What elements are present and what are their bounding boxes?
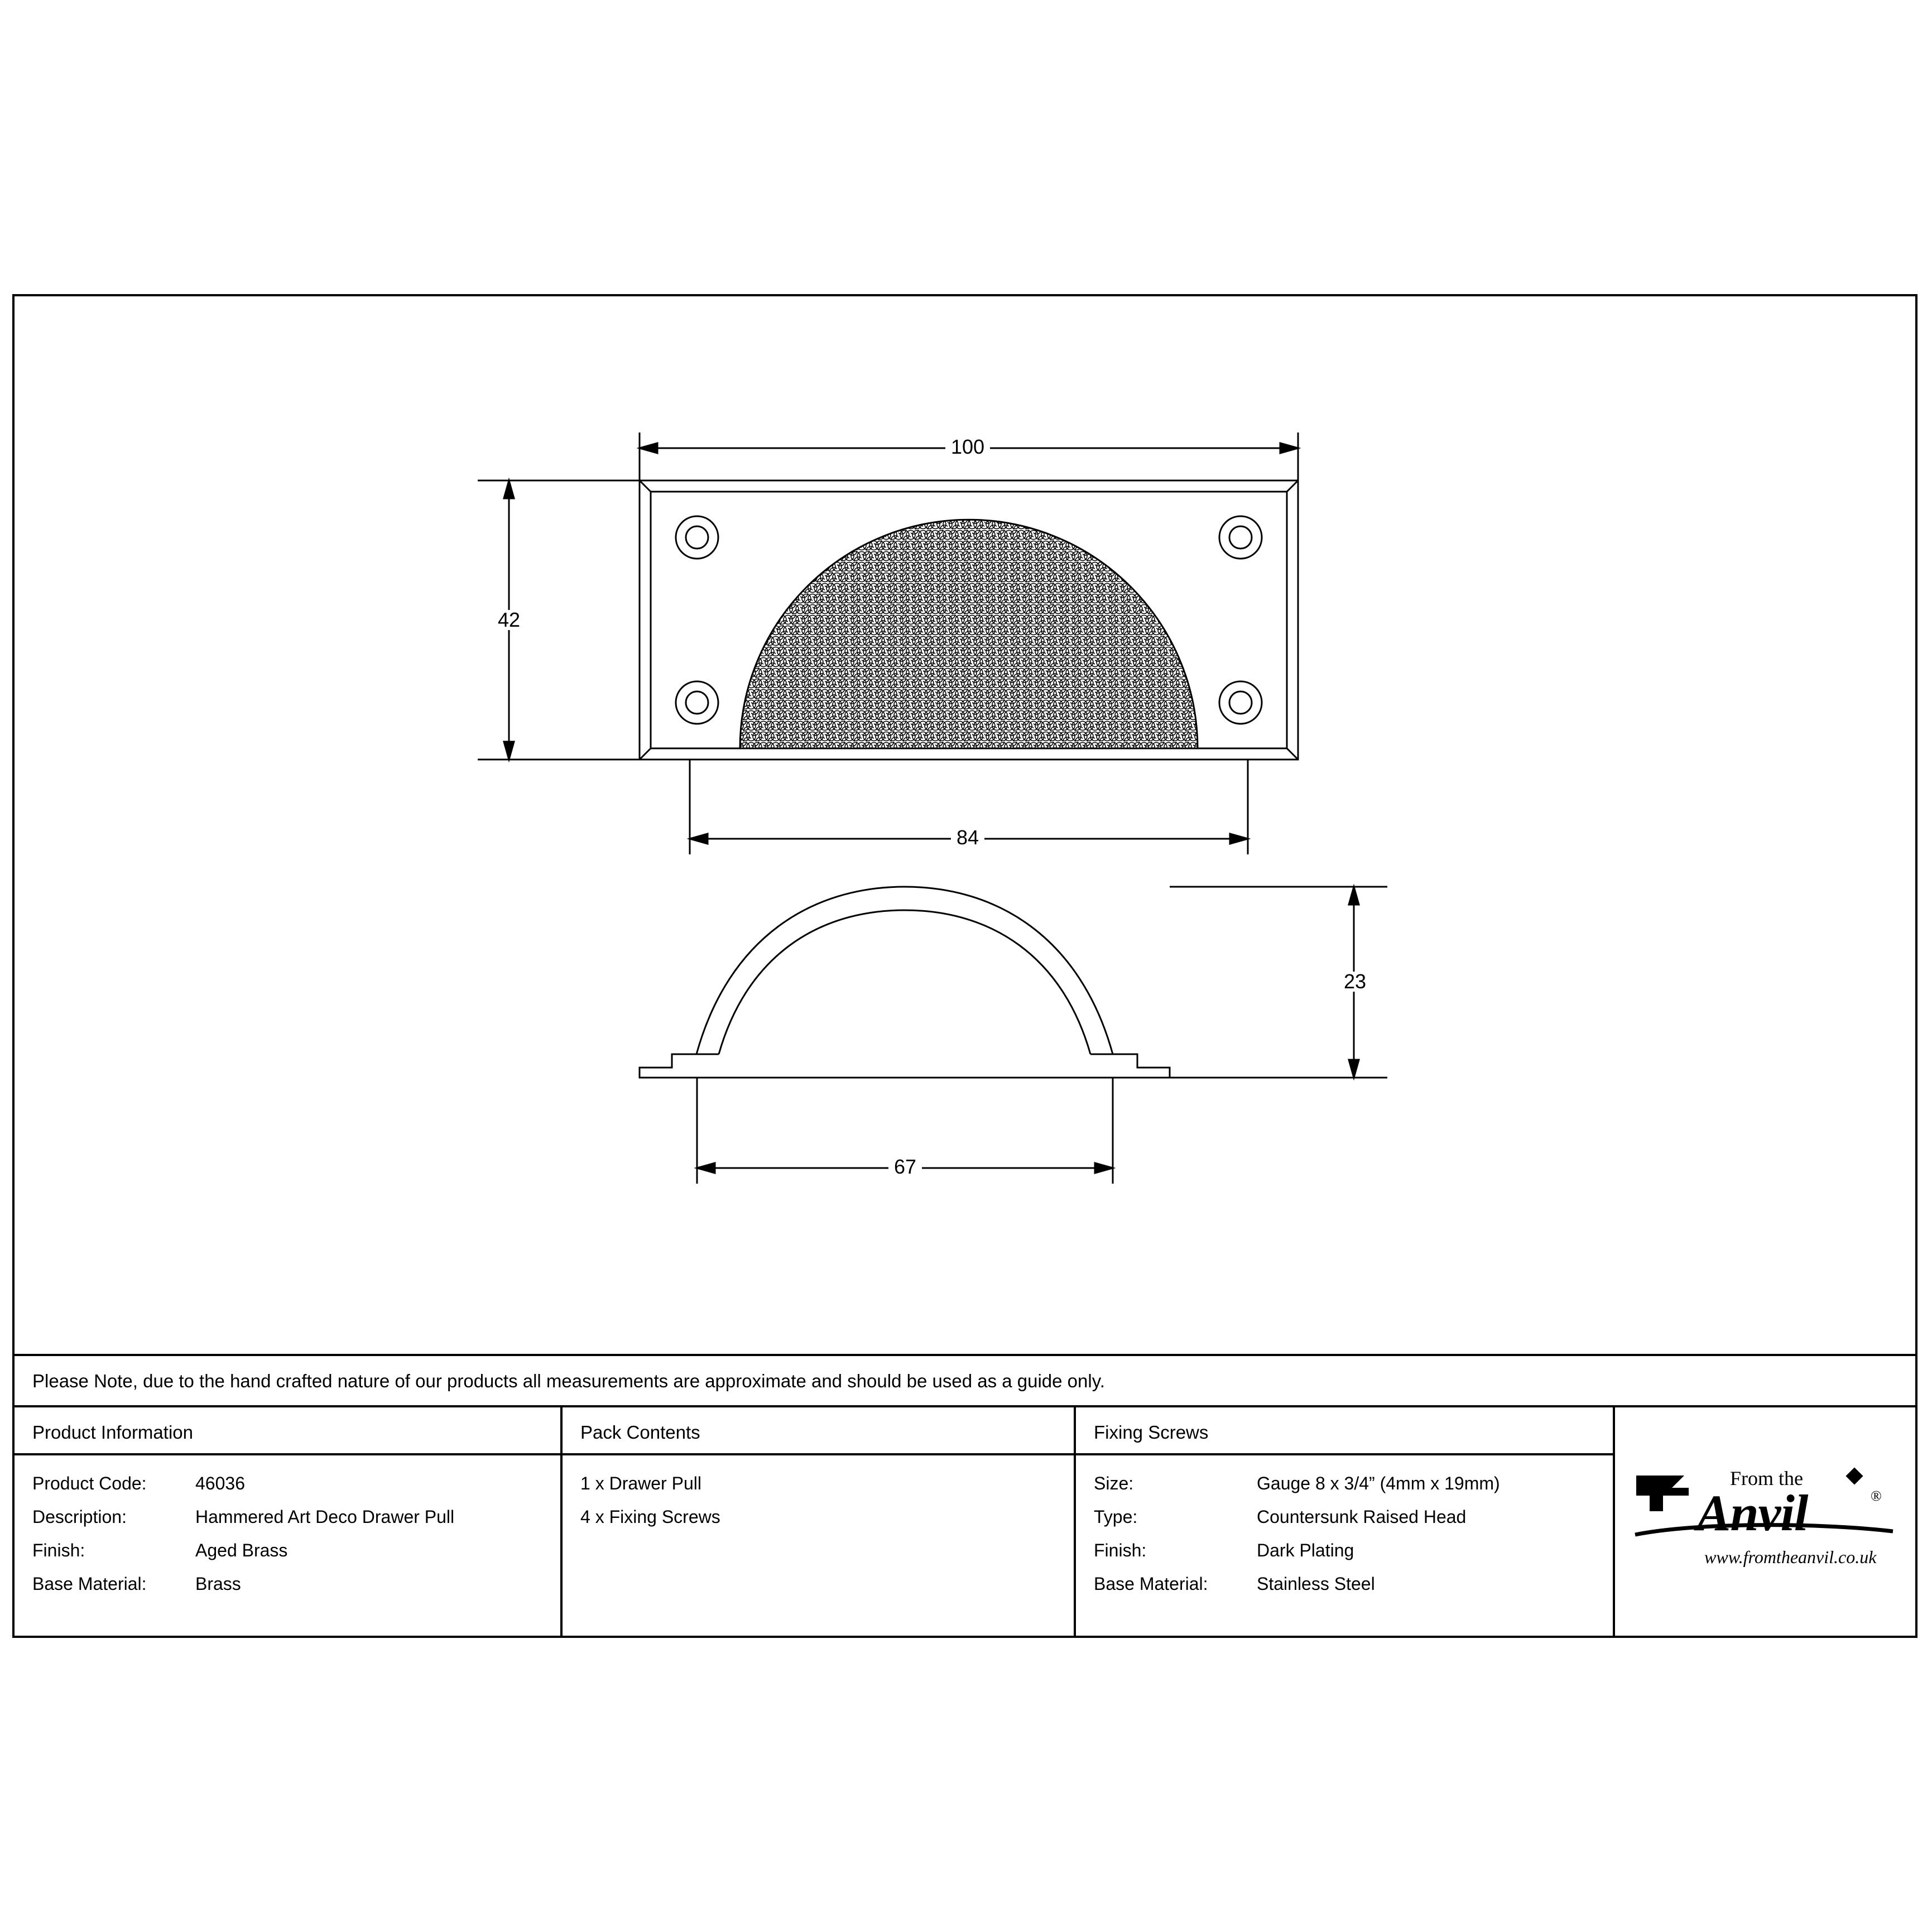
logo-line-2: Anvil <box>1696 1484 1808 1541</box>
base-material-value: Brass <box>195 1574 241 1594</box>
dimension-label-hammered-width: 84 <box>951 828 984 848</box>
drawing-sheet <box>12 294 1917 1638</box>
dimension-label-projection: 23 <box>1338 972 1372 992</box>
brand-logo-column <box>1613 1407 1915 1638</box>
description-label: Description: <box>32 1507 127 1527</box>
pack-contents-line-1: 1 x Drawer Pull <box>580 1473 701 1493</box>
dimension-label-fixing-centres: 67 <box>888 1157 922 1177</box>
fixing-screws-column <box>1074 1407 1613 1638</box>
fixing-screws-header: Fixing Screws <box>1094 1422 1209 1443</box>
hammered-texture <box>734 514 1203 754</box>
from-the-anvil-logo <box>1631 1463 1899 1586</box>
screw-type-value: Countersunk Raised Head <box>1257 1507 1467 1527</box>
finish-label: Finish: <box>32 1540 85 1560</box>
screw-base-material-label: Base Material: <box>1094 1574 1208 1594</box>
measurement-note-row <box>15 1354 1915 1405</box>
pack-contents-header: Pack Contents <box>580 1422 700 1443</box>
screw-base-material-value: Stainless Steel <box>1257 1574 1375 1594</box>
information-table <box>15 1405 1915 1638</box>
logo-line-1: From the <box>1730 1467 1803 1489</box>
screw-size-value: Gauge 8 x 3/4” (4mm x 19mm) <box>1257 1473 1500 1493</box>
product-information-column <box>15 1407 560 1638</box>
column-divider-1 <box>15 1453 560 1455</box>
dimension-label-plate-height: 42 <box>492 610 526 630</box>
registered-trademark-icon: ® <box>1871 1488 1882 1504</box>
screw-type-label: Type: <box>1094 1507 1138 1527</box>
product-information-header: Product Information <box>32 1422 193 1443</box>
screw-size-label: Size: <box>1094 1473 1134 1493</box>
screw-finish-label: Finish: <box>1094 1540 1147 1560</box>
screw-finish-value: Dark Plating <box>1257 1540 1354 1560</box>
pack-contents-line-2: 4 x Fixing Screws <box>580 1507 720 1527</box>
pack-contents-column <box>560 1407 1074 1638</box>
product-code-value: 46036 <box>195 1473 245 1493</box>
technical-drawing <box>15 296 1915 1354</box>
measurement-note-text: Please Note, due to the hand crafted nature of our products all measurements are approximate and should be used as a guide only. <box>32 1371 1105 1391</box>
dimension-label-plate-width: 100 <box>945 437 990 457</box>
description-value: Hammered Art Deco Drawer Pull <box>195 1507 455 1527</box>
logo-website-url: www.fromtheanvil.co.uk <box>1704 1547 1877 1567</box>
column-divider-2 <box>563 1453 1074 1455</box>
finish-value: Aged Brass <box>195 1540 288 1560</box>
column-divider-3 <box>1076 1453 1613 1455</box>
base-material-label: Base Material: <box>32 1574 147 1594</box>
product-code-label: Product Code: <box>32 1473 147 1493</box>
